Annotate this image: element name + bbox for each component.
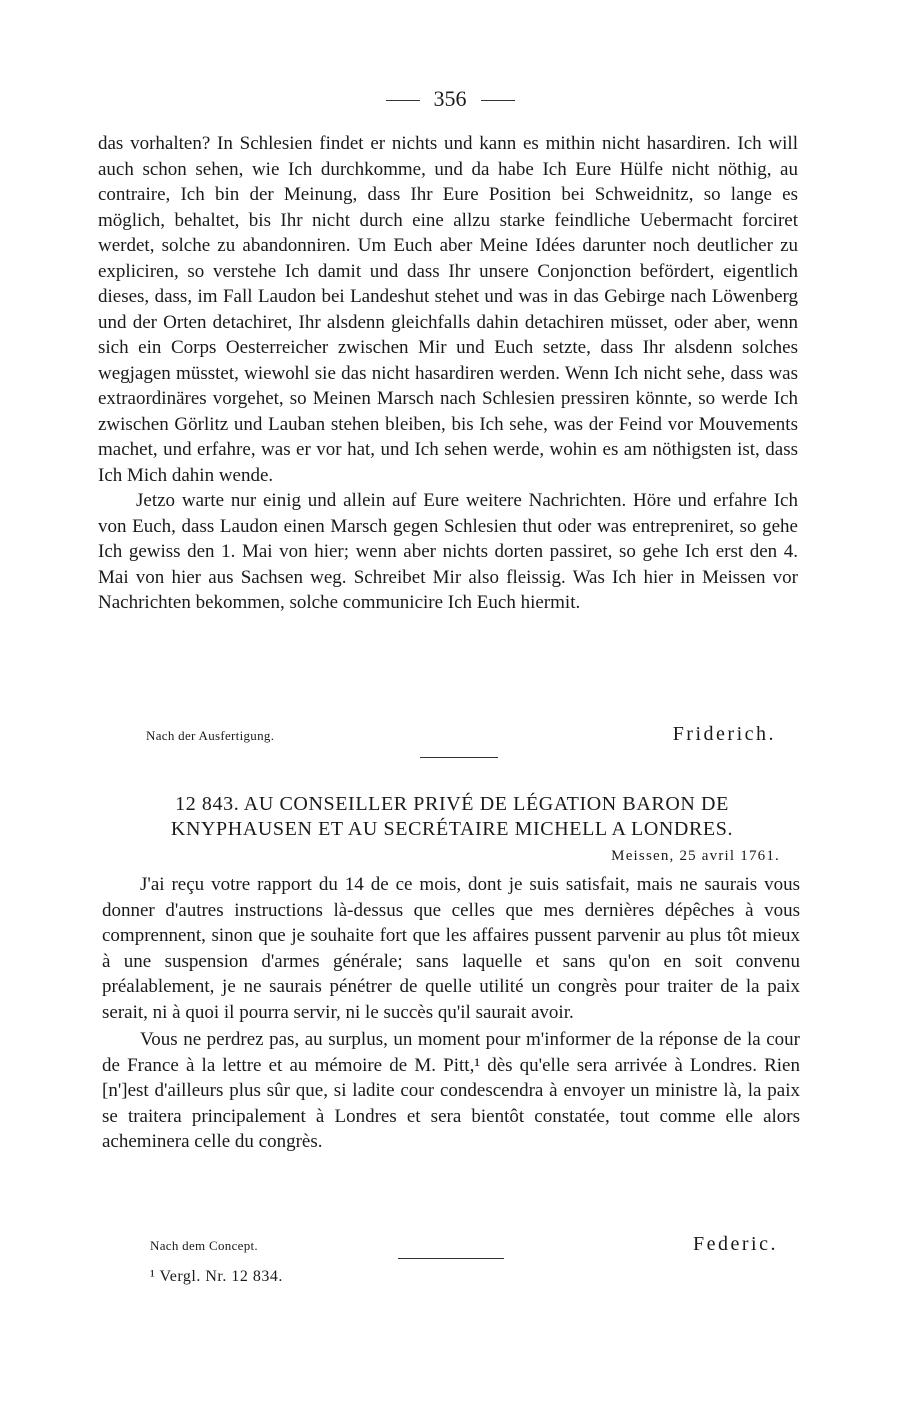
letter-2-heading-line-2: KNYPHAUSEN ET AU SECRÉTAIRE MICHELL A LONDRES. xyxy=(170,818,734,840)
letter-1-signature: Friderich. xyxy=(672,723,776,745)
letter-2-body xyxy=(102,872,800,1155)
letter-2-paragraph-1: J'ai reçu votre rapport du 14 de ce mois, dont je suis satisfait, mais ne saurais vous donner d'autres instructions là-dessus que celles que mes dernières dépêches à vous comprennent, sinon que je souhaite fort que les affaires pussent parvenir au plus tôt mieux à une suspension d'armes générale; sans laquelle et sans qu'on en soit convenu préalablement, je ne saurais pénétrer de quelle utilité un congrès pour traiter de la paix serait, ni à quoi il pourra servir, ni le succès qu'il saurait avoir. xyxy=(102,874,800,1023)
letter-2-heading xyxy=(112,792,792,842)
page-header xyxy=(0,84,900,114)
letter-1-paragraph-1: das vorhalten? In Schlesien findet er nichts und kann es mithin nicht hasardiren. Ich will auch schon sehen, wie Ich durchkomme, und da habe Ich Eure Hülfe nicht nöthig, au contraire, Ich bin der Meinung, dass Ihr Eure Position bei Schweidnitz, so lange es möglich, behaltet, bis Ihr nicht durch eine allzu starke feindliche Uebermacht forciret werdet, solche zu abandonniren. Um Euch aber Meine Idées darunter noch deutlicher zu expliciren, so verstehe Ich damit und dass Ihr unsere Conjonction befördert, eigentlich dieses, dass, im Fall Laudon bei Landeshut stehet und was in das Gebirge nach Löwenberg und der Orten detachiret, Ihr alsdenn gleichfalls dahin detachiren müsset, oder aber, wenn sich ein Corps Oesterreicher zwischen Mir und Euch setzte, dass Ihr alsdenn solches wegjagen müsstet, wiewohl sie das nicht hasardiren werden. Wenn Ich nicht sehe, dass was extraordinäres vorgehet, so Meinen Marsch nach Schlesien pressiren könnte, so werde Ich zwischen Görlitz und Lauban stehen bleiben, bis Ich sehe, was der Feind vor Mouvements machet, und erfahre, was er vor hat, und Ich sehen werde, wohin es am nöthigsten ist, dass Ich Mich dahin wende. xyxy=(98,133,798,486)
letter-2-closing xyxy=(150,1230,778,1256)
page-number: 356 xyxy=(433,86,467,111)
letter-2-paragraph-2: Vous ne perdrez pas, au surplus, un moment pour m'informer de la réponse de la cour de France à la lettre et au mémoire de M. Pitt,¹ dès qu'elle sera arrivée à Londres. Rien [n']est d'ailleurs plus sûr que, si ladite cour condescendra à envoyer un ministre là, la paix se traitera principalement à Londres et sera bientôt constatée, tout comme elle alors acheminera celle du congrès. xyxy=(102,1029,800,1152)
footnote-separator xyxy=(398,1258,504,1259)
letter-2-dateline: Meissen, 25 avril 1761. xyxy=(611,848,780,864)
letter-1-body xyxy=(98,131,798,616)
header-dash-right xyxy=(481,100,515,101)
letter-1-closing xyxy=(146,720,776,746)
footnote: ¹ Vergl. Nr. 12 834. xyxy=(150,1268,283,1285)
letter-2-source-note: Nach dem Concept. xyxy=(150,1238,258,1253)
letter-1-source-note: Nach der Ausfertigung. xyxy=(146,728,275,743)
section-separator xyxy=(420,757,498,758)
letter-1-paragraph-2: Jetzo warte nur einig und allein auf Eure weitere Nachrichten. Höre und erfahre Ich von Euch, dass Laudon einen Marsch gegen Schlesien thut oder was entrepreniret, so gehe Ich gewiss den 1. Mai von hier; wenn aber nichts dorten passiret, so gehe Ich erst den 4. Mai von hier aus Sachsen weg. Schreibet Mir also fleissig. Was Ich hier in Meissen vor Nachrichten bekommen, solche communicire Ich Euch hiermit. xyxy=(98,490,798,613)
header-dash-left xyxy=(386,100,420,101)
letter-2-heading-line-1: 12 843. AU CONSEILLER PRIVÉ DE LÉGATION BARON DE xyxy=(175,793,729,815)
letter-2-signature: Federic. xyxy=(693,1233,778,1255)
